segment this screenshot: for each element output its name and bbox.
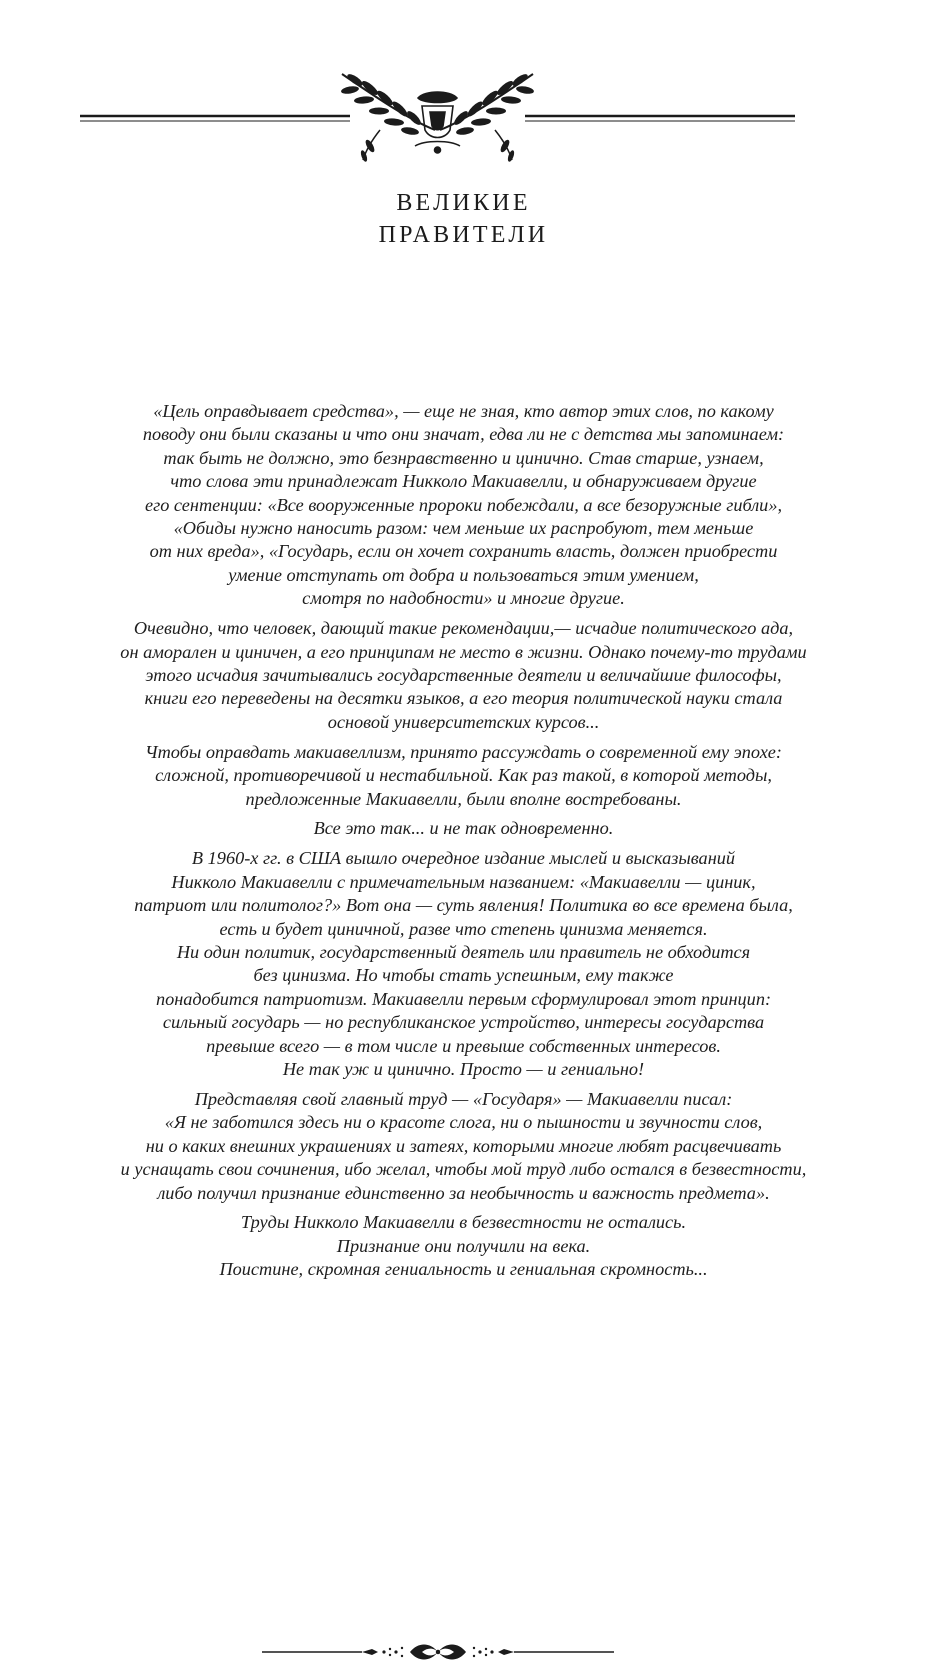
text-line: либо получил признание единственно за необычность и важность предмета». [157,1182,770,1203]
text-line: сильный государь — но республиканское устройство, интересы государства [162,1012,765,1033]
text-line: «Я не заботился здесь ни о красоте слога, ни о пышности и звучности слов, [164,1112,763,1133]
text-line: книги его переведены на десятки языков, а его теория политической науки стала [144,688,783,709]
text-line: Не так уж и цинично. Просто — и гениально! [282,1058,645,1079]
text-line: так быть не должно, это безнравственно и цинично. Став старше, узнаем, [163,447,764,468]
text-line: Признание они получили на века. [336,1235,591,1256]
text-line: понадобится патриотизм. Макиавелли первым сформулировал этот принцип: [155,988,772,1009]
paragraph-2 [70,617,857,734]
text-line: Чтобы оправдать макиавеллизм, принято рассуждать о современной ему эпохе: [144,741,783,762]
text-line: Очевидно, что человек, дающий такие рекомендации,— исчадие политического ада, [133,618,794,639]
text-line: умение отступать от добра и пользоваться этим умением, [228,564,699,585]
text-line: «Цель оправдывает средства», — еще не зная, кто автор этих слов, по какому [153,401,774,421]
paragraph-1 [70,400,857,611]
text-line: сложной, противоречивой и нестабильной. Как раз такой, в которой методы, [155,765,772,786]
chapter-title-line-1: ВЕЛИКИЕ [396,190,531,216]
chapter-title-line-2: ПРАВИТЕЛИ [378,222,549,248]
text-line: Поистине, скромная гениальность и гениальная скромность... [219,1259,708,1280]
laurel-wreath-ornament-icon [80,60,795,170]
text-line: смотря по надобности» и многие другие. [302,588,625,609]
text-line: поводу они были сказаны и что они значат, едва ли не с детства мы запоминаем: [142,424,785,445]
paragraph-5 [70,847,857,1081]
text-line: он аморален и циничен, а его принципам не место в жизни. Однако почему-то трудами [120,641,807,662]
text-line: и уснащать свои сочинения, ибо желал, чтобы мой труд либо остался в безвестности, [120,1159,807,1180]
text-line: патриот или политолог?» Вот она — суть явления! Политика во все времена была, [134,895,793,916]
paragraph-7 [70,1211,857,1281]
paragraph-3 [70,741,857,811]
decorative-divider-icon [262,1638,614,1666]
text-line: Ни один политик, государственный деятель или правитель не обходится [176,941,751,962]
text-line: от них вреда», «Государь, если он хочет сохранить власть, должен приобрести [149,541,778,562]
text-line: предложенные Макиавелли, были вполне востребованы. [245,788,682,809]
text-line: Представляя свой главный труд — «Государя» — Макиавелли писал: [194,1088,733,1109]
text-line: ни о каких внешних украшениях и затеях, которыми многие любят расцвечивать [145,1135,782,1156]
text-line: Труды Никколо Макиавелли в безвестности не остались. [240,1212,687,1233]
text-line: этого исчадия зачитывались государственные деятели и величайшие философы, [145,664,782,685]
text-line: есть и будет циничной, разве что степень цинизма меняется. [219,918,708,939]
text-line: Никколо Макиавелли с примечательным названием: «Макиавелли — циник, [171,871,756,892]
paragraph-4 [70,817,857,840]
text-line: превыше всего — в том числе и превыше собственных интересов. [206,1035,721,1056]
text-line: Все это так... и не так одновременно. [313,818,614,839]
intro-text [70,400,857,1288]
text-line: В 1960-х гг. в США вышло очередное издание мыслей и высказываний [191,848,736,869]
text-line: что слова эти принадлежат Никколо Макиавелли, и обнаруживаем другие [170,471,757,492]
text-line: основой университетских курсов... [327,711,600,732]
text-line: без цинизма. Но чтобы стать успешным, ему также [253,965,674,986]
text-line: «Обиды нужно наносить разом: чем меньше их распробуют, тем меньше [173,518,754,539]
paragraph-6 [70,1088,857,1205]
text-line: его сентенции: «Все вооруженные пророки побеждали, а все безоружные гибли», [144,494,783,515]
